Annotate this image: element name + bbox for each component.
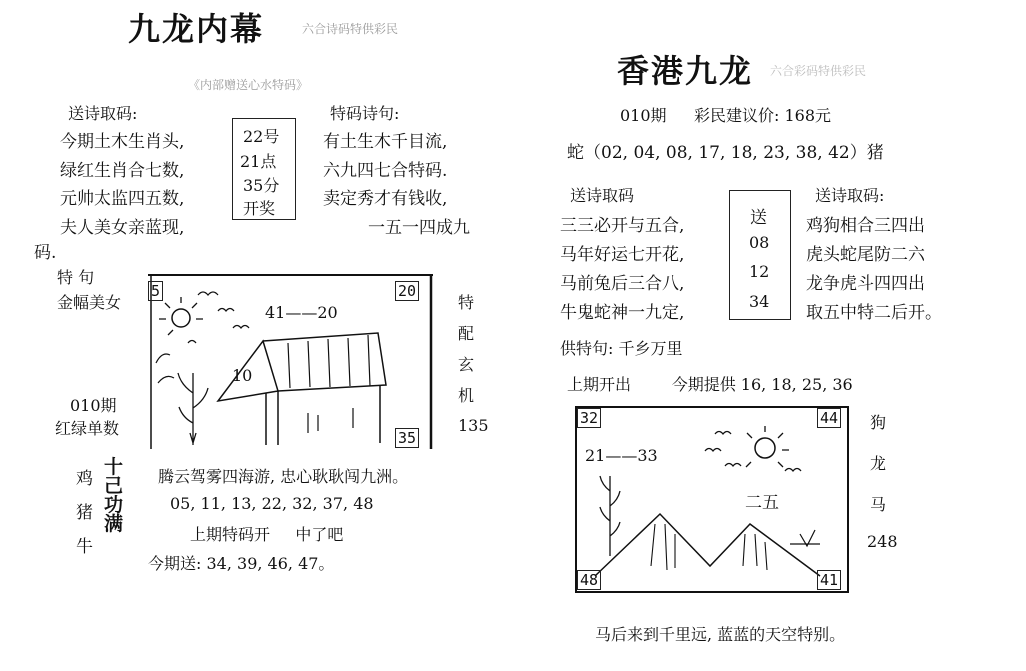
send-box-2: 08: [749, 233, 770, 252]
right-zodiac-line: 蛇（02, 04, 08, 17, 18, 23, 38, 42）猪: [567, 143, 884, 163]
left-poem-line-1: 今期土木生肖头,: [60, 132, 185, 152]
right-poem-line-2: 马年好运七开花,: [560, 245, 685, 265]
send-box-1: 送: [750, 208, 767, 228]
left-corner-br: 35: [395, 428, 419, 448]
left-poem-line-4: 夫人美女亲蓝现,: [60, 218, 185, 238]
left-subtitle: 六合诗码特供彩民: [302, 22, 399, 36]
left-tagline: 《内部赠送心水特码》: [188, 78, 309, 92]
right-side-char-2: 龙: [870, 454, 887, 473]
right-corner-tl: 32: [577, 408, 601, 428]
left-side-number: 135: [458, 416, 489, 435]
left-numbers: 05, 11, 13, 22, 32, 37, 48: [170, 494, 374, 513]
left-poem-tail: 一五一四成九: [368, 218, 470, 238]
left-period-sub: 红绿单数: [55, 419, 120, 438]
left-zodiac-big-4: 满: [104, 513, 124, 535]
right-poem-right-3: 龙争虎斗四四出: [806, 274, 925, 294]
left-special-head: 特 句: [57, 268, 95, 287]
right-poem-right-4: 取五中特二后开。: [806, 303, 942, 323]
left-this-send: 今期送: 34, 39, 46, 47。: [148, 554, 335, 573]
right-poem-right-head: 送诗取码:: [815, 186, 885, 205]
left-side-char-1: 特: [458, 293, 475, 312]
left-sketch: [148, 273, 433, 451]
right-special-line: 供特句: 千乡万里: [560, 339, 683, 358]
right-footer: 马后来到千里远, 蓝蓝的天空特别。: [595, 625, 846, 644]
left-zodiac-2: 猪: [76, 503, 93, 523]
lottery-time-3: 35分: [243, 176, 280, 195]
left-poem-line-3: 元帅太监四五数,: [60, 189, 185, 209]
right-poem-right-2: 虎头蛇尾防二六: [806, 245, 925, 265]
left-poem-right-3: 卖定秀才有钱收,: [323, 189, 448, 209]
left-zodiac-3: 牛: [76, 537, 93, 557]
left-title: 九龙内幕: [128, 10, 265, 48]
left-period: 010期: [70, 396, 117, 415]
left-zodiac-col: [76, 464, 93, 557]
right-poem-right-1: 鸡狗相合三四出: [806, 216, 925, 236]
left-zodiac-1: 鸡: [76, 469, 93, 489]
right-poem-head: 送诗取码: [570, 186, 635, 205]
left-corner-tr: 20: [395, 281, 419, 301]
right-title: 香港九龙: [617, 52, 754, 90]
left-zodiac-big: [104, 458, 123, 534]
lottery-time-2: 21点: [240, 152, 277, 171]
right-sketch-range: 21——33: [585, 446, 658, 465]
right-sketch: [575, 406, 850, 594]
left-sketch-range: 41——20: [265, 303, 338, 322]
right-poem-line-4: 牛鬼蛇神一九定,: [560, 303, 685, 323]
right-side-vertical: [870, 410, 886, 515]
send-box-3: 12: [749, 262, 770, 281]
left-zodiac-big-2: 己: [104, 475, 124, 497]
left-special-text: 金幅美女: [57, 293, 122, 312]
left-saying: 腾云驾雾四海游, 忠心耿耿闯九洲。: [158, 467, 409, 486]
right-side-char-1: 狗: [870, 413, 887, 432]
right-corner-bl: 48: [577, 570, 601, 590]
left-poem-head: 送诗取码:: [68, 104, 138, 123]
right-poem-line-3: 马前兔后三合八,: [560, 274, 685, 294]
left-poem-right-2: 六九四七合特码.: [323, 161, 448, 181]
left-side-char-3: 玄: [458, 355, 475, 374]
right-side-number: 248: [867, 532, 898, 551]
left-zodiac-big-1: 十: [104, 456, 124, 478]
right-price: 彩民建议价: 168元: [694, 106, 832, 125]
right-corner-tr: 44: [817, 408, 841, 428]
right-sketch-five: 二五: [745, 493, 779, 513]
left-side-char-4: 机: [458, 386, 475, 405]
right-side-char-3: 马: [870, 495, 887, 514]
left-side-char-2: 配: [458, 324, 475, 343]
left-side-vertical: [458, 290, 474, 406]
left-poem-right-head: 特码诗句:: [330, 104, 400, 123]
right-poem-line-1: 三三必开与五合,: [560, 216, 685, 236]
left-last-result: 上期特码开 中了吧: [190, 525, 344, 544]
lottery-time-1: 22号: [243, 127, 280, 146]
left-poem-right-1: 有土生木千目流,: [323, 132, 448, 152]
right-subtitle: 六合彩码特供彩民: [770, 64, 867, 78]
right-period: 010期: [620, 106, 667, 125]
left-corner-tl: 5: [148, 281, 163, 301]
right-corner-br: 41: [817, 570, 841, 590]
left-sketch-ten: 10: [232, 366, 253, 385]
send-box-4: 34: [749, 292, 770, 311]
left-poem-line-2: 绿红生肖合七数,: [60, 161, 185, 181]
left-poem-tail-wrap: 码.: [34, 243, 57, 263]
left-zodiac-big-3: 功: [104, 494, 124, 516]
lottery-time-4: 开奖: [243, 199, 276, 218]
right-last-line: 上期开出 今期提供 16, 18, 25, 36: [567, 375, 853, 394]
